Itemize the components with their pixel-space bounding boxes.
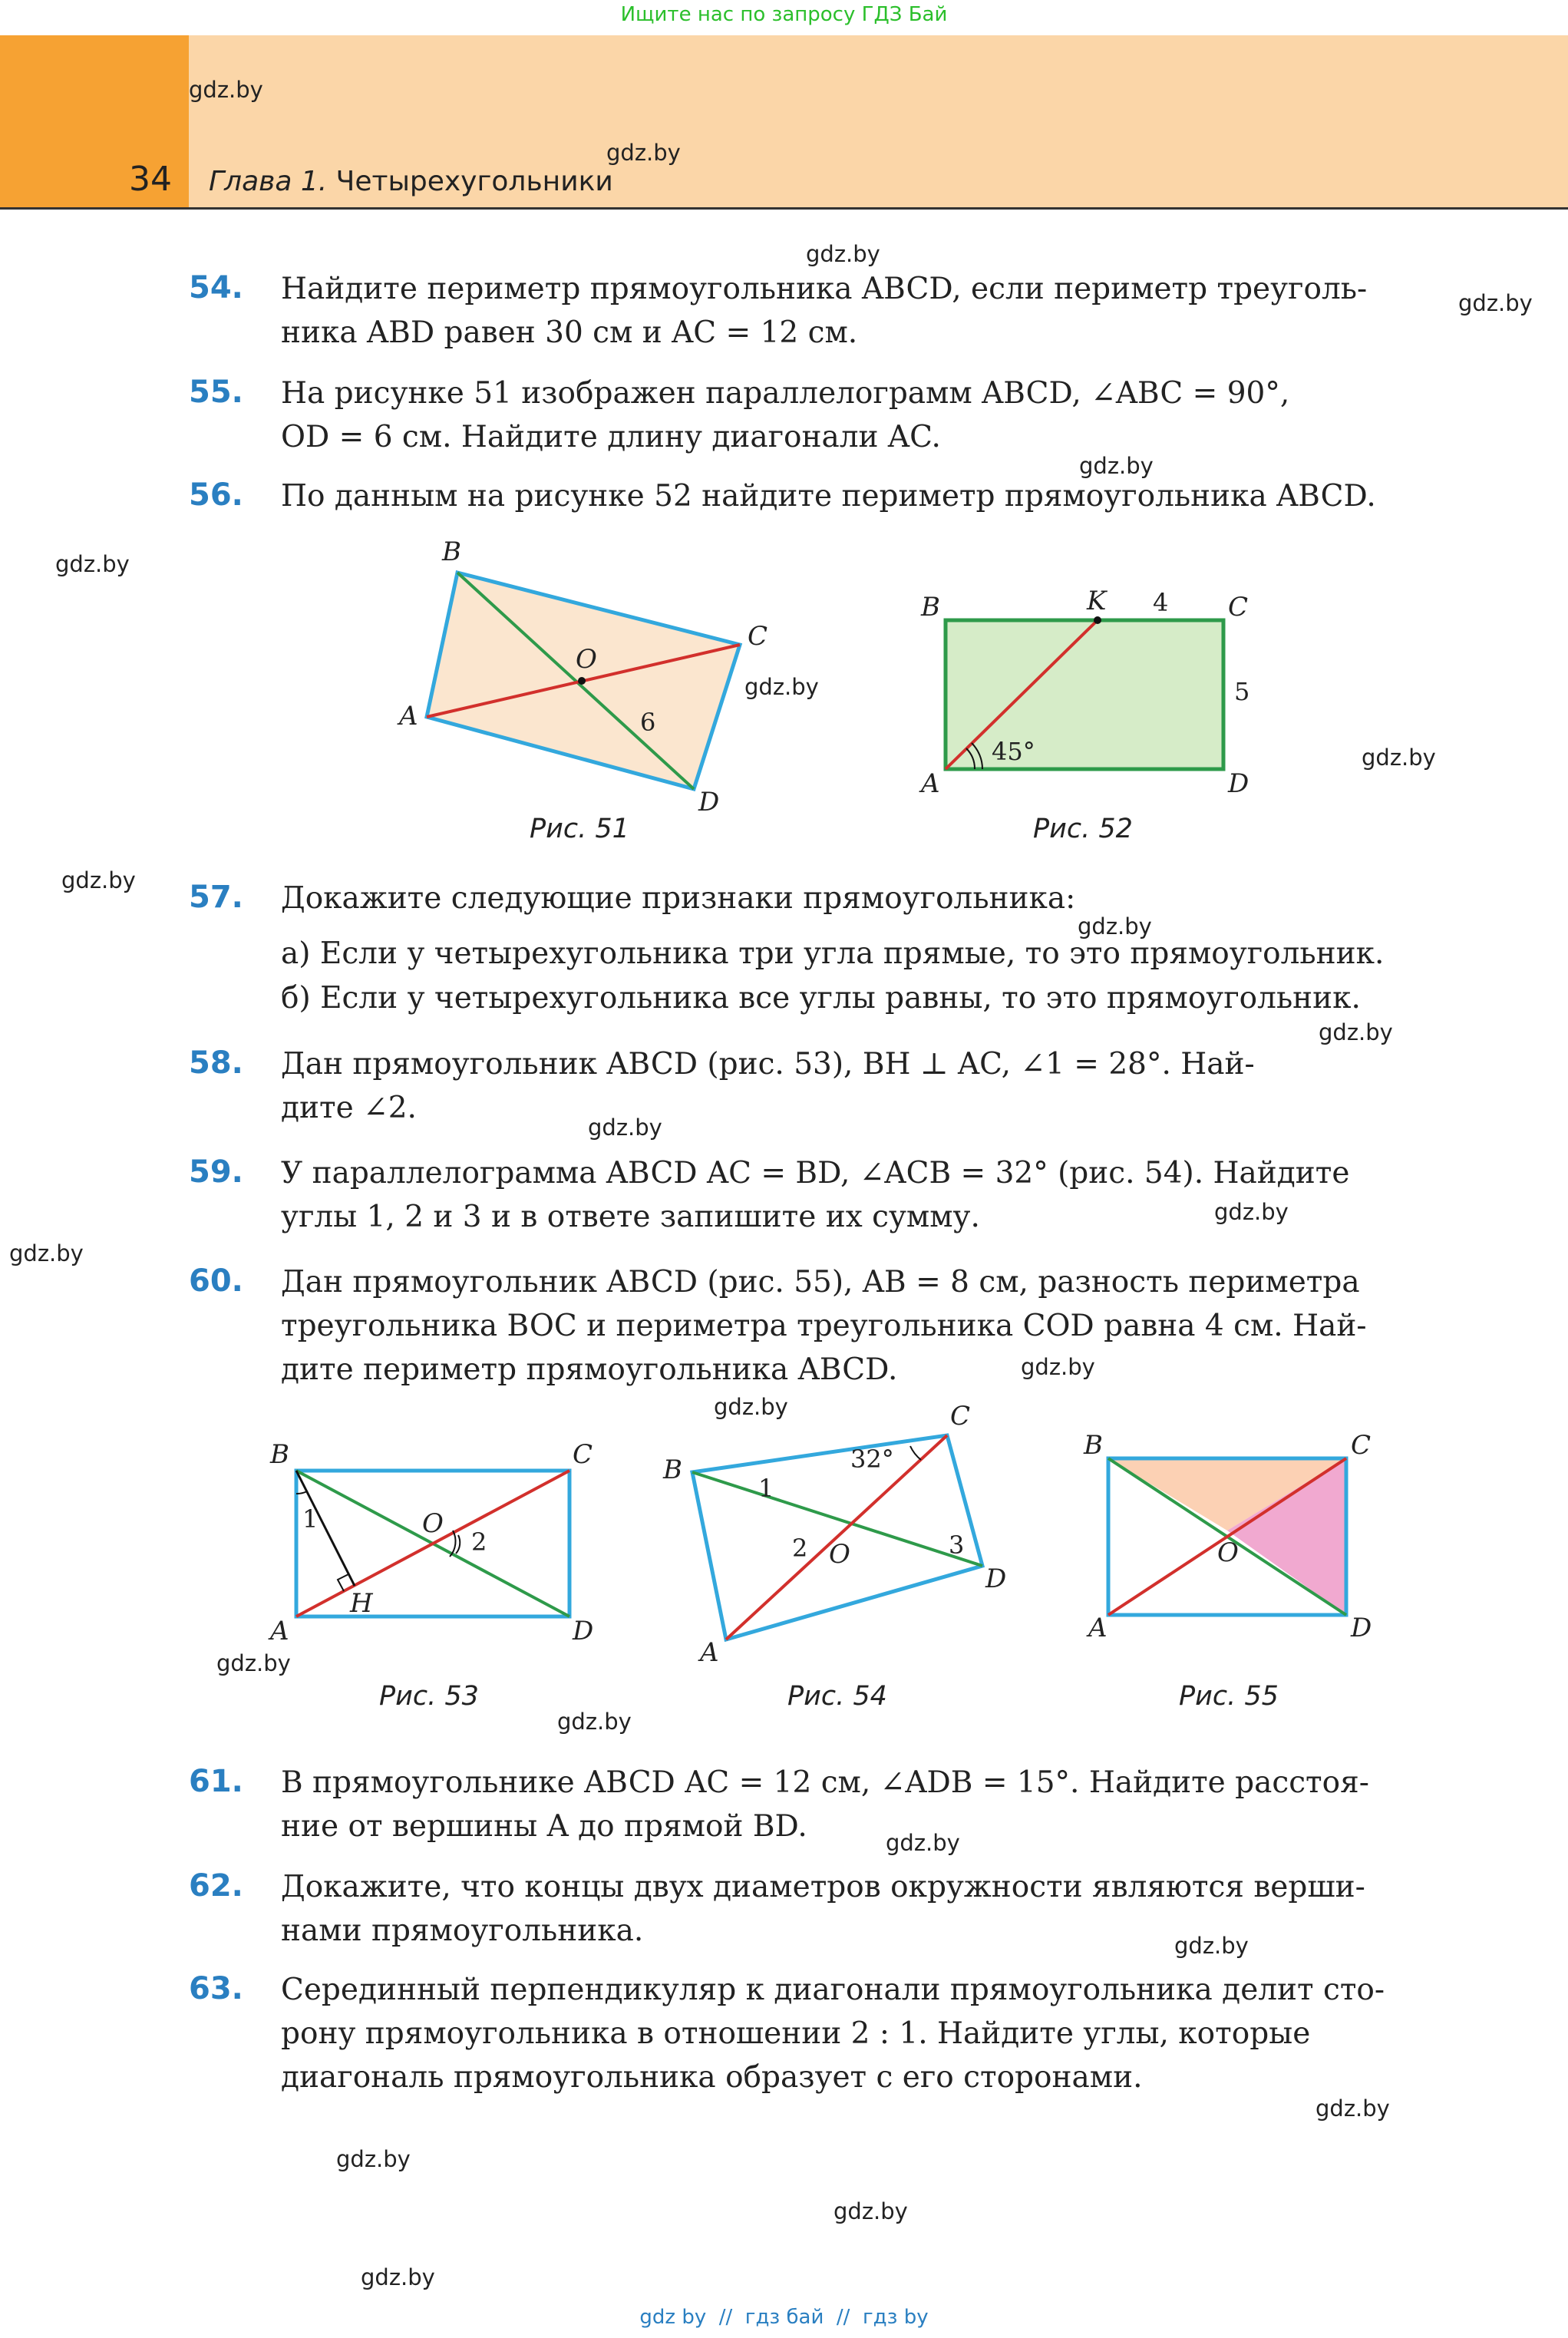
text-line: Докажите следующие признаки прямоугольника:: [281, 881, 1076, 916]
watermark: gdz.by: [61, 867, 136, 893]
label-d: D: [1351, 1613, 1372, 1643]
problem-60-text: [281, 1260, 1451, 1392]
cd-length: 5: [1234, 677, 1250, 706]
angle-45: 45°: [992, 737, 1035, 766]
label-a: A: [399, 701, 418, 731]
text-line: а) Если у четырехугольника три угла прямые, то это прямоугольник.: [281, 936, 1385, 971]
text-line: дите периметр прямоугольника ABCD.: [281, 1352, 898, 1387]
watermark: gdz.by: [216, 1650, 291, 1676]
chapter-title: [209, 166, 613, 197]
problem-56-text: [281, 474, 1451, 518]
text-line: OD = 6 см. Найдите длину диагонали AC.: [281, 420, 941, 454]
label-c: C: [573, 1439, 593, 1470]
figure-51-caption: Рис. 51: [530, 814, 629, 844]
problem-number: 63.: [189, 1971, 243, 2006]
watermark: gdz.by: [886, 1830, 960, 1856]
watermark: gdz.by: [55, 551, 130, 577]
label-d: D: [985, 1564, 1007, 1594]
problem-number: 59.: [189, 1154, 243, 1190]
figure-53: [258, 1428, 626, 1658]
watermark: gdz.by: [336, 2146, 411, 2172]
text-line: треугольника BOC и периметра треугольника COD равна 4 см. Най-: [281, 1309, 1367, 1343]
label-o: O: [422, 1508, 444, 1539]
problem-59-text: [281, 1151, 1451, 1239]
watermark: gdz.by: [606, 140, 681, 166]
figure-54: [654, 1399, 1030, 1675]
text-line: б) Если у четырехугольника все углы равны, то это прямоугольник.: [281, 981, 1361, 1015]
watermark: gdz.by: [361, 2264, 435, 2290]
figure-55: [1074, 1428, 1405, 1658]
text-line: Найдите периметр прямоугольника ABCD, если периметр треуголь-: [281, 272, 1368, 306]
kc-length: 4: [1153, 588, 1169, 617]
label-o: O: [829, 1539, 850, 1570]
label-a: A: [921, 768, 940, 799]
header-divider: [0, 207, 1568, 210]
text-line: ника ABD равен 30 см и AC = 12 см.: [281, 315, 858, 350]
problem-58-text: [281, 1042, 1451, 1130]
watermark: gdz.by: [1214, 1199, 1289, 1225]
label-o: O: [576, 644, 597, 675]
watermark: gdz.by: [806, 241, 880, 267]
label-d: D: [1228, 768, 1249, 799]
angle-1: 1: [758, 1474, 774, 1503]
figure-52-caption: Рис. 52: [1033, 814, 1133, 844]
angle-3: 3: [949, 1531, 965, 1560]
watermark: gdz.by: [1079, 453, 1154, 479]
problem-number: 60.: [189, 1263, 243, 1299]
problem-number: 61.: [189, 1764, 243, 1799]
text-line: диагональ прямоугольника образует с его сторонами.: [281, 2060, 1143, 2095]
figure-52: [906, 576, 1305, 806]
label-b: B: [1084, 1430, 1103, 1461]
label-b: B: [270, 1439, 289, 1470]
angle-32: 32°: [850, 1445, 894, 1474]
label-a: A: [700, 1637, 719, 1668]
label-c: C: [950, 1401, 971, 1432]
od-length: 6: [640, 708, 656, 737]
problem-55-text: [281, 372, 1451, 459]
watermark: gdz.by: [1362, 745, 1436, 771]
watermark: gdz.by: [1319, 1019, 1393, 1045]
figure-53-caption: Рис. 53: [379, 1681, 479, 1712]
text-line: Дан прямоугольник ABCD (рис. 55), AB = 8 см, разность периметра: [281, 1265, 1360, 1299]
watermark: gdz.by: [1458, 290, 1533, 316]
problem-number: 55.: [189, 375, 243, 410]
label-c: C: [1351, 1430, 1372, 1461]
watermark: gdz.by: [557, 1709, 632, 1735]
label-d: D: [698, 787, 720, 817]
label-b: B: [663, 1455, 682, 1485]
problem-number: 57.: [189, 880, 243, 915]
text-line: рону прямоугольника в отношении 2 : 1. Найдите углы, которые: [281, 2016, 1311, 2051]
figure-55-caption: Рис. 55: [1179, 1681, 1279, 1712]
watermark: gdz.by: [9, 1240, 84, 1266]
angle-2: 2: [792, 1534, 808, 1563]
watermark: gdz.by: [744, 674, 819, 700]
footer-links: gdz by // гдз бай // гдз by: [639, 2306, 929, 2329]
text-line: По данным на рисунке 52 найдите периметр прямоугольника ABCD.: [281, 479, 1376, 514]
text-line: дите ∠2.: [281, 1091, 417, 1125]
text-line: Серединный перпендикуляр к диагонали прямоугольника делит сто-: [281, 1973, 1385, 2007]
label-c: C: [1228, 592, 1249, 622]
page-number: 34: [129, 160, 172, 199]
label-b: B: [442, 537, 461, 567]
figure-51: [384, 530, 814, 852]
angle-2: 2: [471, 1527, 487, 1557]
problem-number: 54.: [189, 270, 243, 305]
watermark: gdz.by: [834, 2198, 908, 2224]
watermark: gdz.by: [1021, 1354, 1095, 1380]
label-h: H: [350, 1588, 373, 1619]
watermark: gdz.by: [1078, 913, 1152, 939]
text-line: На рисунке 51 изображен параллелограмм ABCD, ∠ABC = 90°,: [281, 376, 1290, 411]
problem-number: 58.: [189, 1045, 243, 1081]
watermark: gdz.by: [1315, 2095, 1390, 2122]
angle-2-arc-inner: [456, 1535, 460, 1554]
problem-number: 56.: [189, 477, 243, 513]
watermark: gdz.by: [1174, 1933, 1249, 1959]
figure-54-caption: Рис. 54: [787, 1681, 887, 1712]
text-line: В прямоугольнике ABCD AC = 12 см, ∠ADB = 15°. Найдите расстоя-: [281, 1765, 1369, 1800]
text-line: Докажите, что концы двух диаметров окружности являются верши-: [281, 1870, 1365, 1904]
problem-62-text: [281, 1865, 1451, 1953]
rectangle-fill: [946, 620, 1223, 769]
angle-32-arc: [910, 1446, 921, 1460]
chapter-prefix: Глава 1.: [209, 166, 328, 197]
problem-61-text: [281, 1761, 1451, 1848]
point-k: [1094, 616, 1101, 624]
text-line: углы 1, 2 и 3 и в ответе запишите их сумму.: [281, 1200, 980, 1234]
top-banner: Ищите нас по запросу ГДЗ Бай: [620, 3, 948, 26]
angle-1: 1: [302, 1504, 319, 1534]
label-o: O: [1217, 1537, 1239, 1568]
text-line: У параллелограмма ABCD AC = BD, ∠ACB = 32° (рис. 54). Найдите: [281, 1156, 1350, 1190]
label-a: A: [1088, 1613, 1108, 1643]
label-b: B: [921, 592, 940, 622]
text-line: нами прямоугольника.: [281, 1914, 644, 1948]
text-line: ние от вершины A до прямой BD.: [281, 1809, 807, 1844]
label-d: D: [573, 1616, 594, 1646]
text-line: Дан прямоугольник ABCD (рис. 53), BH ⊥ AC, ∠1 = 28°. Най-: [281, 1047, 1255, 1081]
problem-63-text: [281, 1968, 1451, 2099]
label-c: C: [748, 621, 768, 652]
center-point: [578, 677, 586, 685]
label-k: K: [1087, 586, 1107, 616]
watermark: gdz.by: [714, 1394, 788, 1420]
watermark: gdz.by: [588, 1115, 662, 1141]
problem-number: 62.: [189, 1868, 243, 1904]
problem-54-text: [281, 267, 1451, 355]
chapter-name: Четырехугольники: [335, 166, 613, 197]
problem-57-text: [281, 877, 1451, 1021]
label-a: A: [270, 1616, 289, 1646]
watermark: gdz.by: [189, 77, 263, 103]
